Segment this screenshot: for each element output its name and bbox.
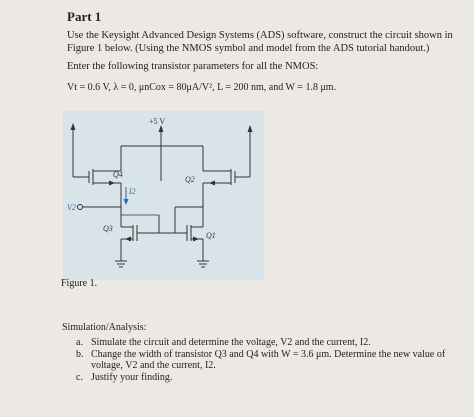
circuit-figure <box>63 111 264 280</box>
q3-label: Q3 <box>103 224 113 233</box>
enter-params-text: Enter the following transistor parameters for all the NMOS: <box>67 61 319 72</box>
q1-label: Q1 <box>206 231 216 240</box>
list-marker: b. <box>76 348 84 360</box>
v2-label: V2 <box>67 203 76 212</box>
task-text: Justify your finding. <box>91 371 173 383</box>
figure-caption: Figure 1. <box>61 278 98 289</box>
list-item <box>76 349 466 372</box>
q4-label: Q4 <box>113 170 123 179</box>
list-marker: a. <box>76 337 83 348</box>
part-title: Part 1 <box>67 9 102 24</box>
i2-label: I2 <box>129 187 136 196</box>
circuit-diagram <box>63 111 264 280</box>
simulation-title: Simulation/Analysis: <box>62 322 147 333</box>
parameters-line: Vt = 0.6 V, λ = 0, μnCox = 80μA/V², L = 200 nm, and W = 1.8 μm. <box>67 82 337 93</box>
list-item <box>76 372 466 384</box>
supply-label: +5 V <box>149 117 166 126</box>
task-list <box>76 337 466 383</box>
list-item <box>76 337 466 349</box>
list-marker: c. <box>76 371 83 383</box>
intro-paragraph: Use the Keysight Advanced Design Systems (ADS) software, construct the circuit shown in Figure 1 below. (Using the NMOS symbol and model from the ADS tutorial handout.) <box>67 30 453 54</box>
task-text: Change the width of transistor Q3 and Q4 with W = 3.6 μm. Determine the new value of voltage, V2 and the current, I2. <box>91 348 446 371</box>
task-text: Simulate the circuit and determine the voltage, V2 and the current, I2. <box>91 337 371 348</box>
q2-label: Q2 <box>185 175 195 184</box>
